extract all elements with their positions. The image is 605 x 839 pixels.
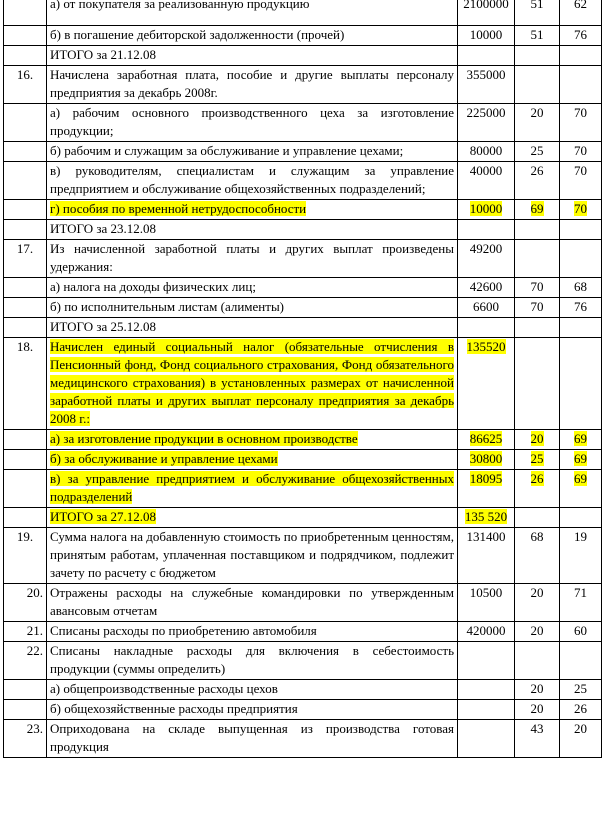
debit-account-text: 70 [530, 299, 544, 314]
amount-cell [458, 0, 515, 26]
credit-account-cell [560, 450, 602, 470]
amount-cell [458, 470, 515, 508]
credit-account-text: 26 [574, 701, 587, 716]
amount-text: 135520 [466, 339, 506, 354]
credit-account-cell [560, 142, 602, 162]
credit-account-cell [560, 46, 602, 66]
debit-account-cell [515, 162, 560, 200]
amount-text: 18095 [469, 471, 503, 486]
description-text: б) в погашение дебиторской задолженности (прочей) [50, 27, 345, 42]
entry-number-cell [4, 142, 47, 162]
debit-account-cell [515, 430, 560, 450]
amount-text: 42600 [469, 279, 503, 294]
amount-text: 10000 [469, 201, 503, 216]
description-text: Списаны расходы по приобретению автомобиля [50, 623, 317, 638]
credit-account-cell [560, 622, 602, 642]
table-row [4, 720, 602, 758]
credit-account-text: 25 [574, 681, 587, 696]
amount-cell [458, 142, 515, 162]
journal-table [3, 0, 602, 758]
total-row [4, 318, 602, 338]
description-cell [47, 298, 458, 318]
description-cell [47, 642, 458, 680]
table-row [4, 104, 602, 142]
debit-account-cell [515, 508, 560, 528]
journal-rows [4, 0, 602, 758]
description-text: ИТОГО за 23.12.08 [50, 221, 157, 236]
credit-account-text: 19 [574, 529, 587, 544]
debit-account-text: 26 [530, 163, 544, 178]
description-text: Начислен единый социальный налог (обязательные отчисления в Пенсионный фонд, Фонд социального страхования, Фонд обязательного медицинского страхования) в установленных размерах от начисленной заработной платы и других выплат персоналу предприятия за декабрь 2008 г.: [50, 339, 454, 426]
credit-account-cell [560, 720, 602, 758]
debit-account-text: 25 [530, 451, 544, 466]
entry-number-cell [4, 642, 47, 680]
description-text: ИТОГО за 21.12.08 [50, 47, 157, 62]
description-text: а) от покупателя за реализованную продукцию [50, 0, 310, 11]
credit-account-cell [560, 700, 602, 720]
entry-number-cell [4, 46, 47, 66]
debit-account-cell [515, 318, 560, 338]
entry-number-cell [4, 26, 47, 46]
amount-cell [458, 450, 515, 470]
description-cell [47, 220, 458, 240]
description-text: Списаны накладные расходы для включения в себестоимость продукции (суммы определить) [50, 643, 454, 676]
description-text: б) по исполнительным листам (алименты) [50, 299, 285, 314]
debit-account-text: 20 [530, 105, 544, 120]
amount-cell [458, 200, 515, 220]
description-cell [47, 470, 458, 508]
description-cell [47, 318, 458, 338]
entry-number-cell [4, 508, 47, 528]
description-cell [47, 66, 458, 104]
amount-cell [458, 642, 515, 680]
table-row [4, 240, 602, 278]
debit-account-text: 20 [530, 681, 544, 696]
entry-number-cell [4, 720, 47, 758]
debit-account-text: 68 [530, 529, 544, 544]
description-cell [47, 622, 458, 642]
amount-cell [458, 622, 515, 642]
debit-account-cell [515, 46, 560, 66]
credit-account-text: 76 [574, 299, 587, 314]
entry-number-cell [4, 584, 47, 622]
debit-account-cell [515, 680, 560, 700]
credit-account-text: 69 [574, 431, 587, 446]
description-cell [47, 26, 458, 46]
debit-account-text: 51 [530, 27, 544, 42]
credit-account-text: 69 [574, 471, 587, 486]
description-cell [47, 142, 458, 162]
debit-account-cell [515, 142, 560, 162]
credit-account-cell [560, 430, 602, 450]
amount-cell [458, 720, 515, 758]
entry-number-cell [4, 450, 47, 470]
amount-text: 30800 [469, 451, 503, 466]
entry-number-cell [4, 700, 47, 720]
amount-text: 131400 [466, 529, 506, 544]
table-row [4, 162, 602, 200]
amount-cell [458, 318, 515, 338]
description-text: б) рабочим и служащим за обслуживание и управление цехами; [50, 143, 404, 158]
description-cell [47, 46, 458, 66]
description-text: б) общехозяйственные расходы предприятия [50, 701, 298, 716]
entry-number-cell [4, 0, 47, 26]
amount-text: 10500 [469, 585, 503, 600]
description-text: Сумма налога на добавленную стоимость по приобретенным ценностям, принятым работам, уплаченная поставщиком и подрядчиком, подлежит зачету по расчету с бюджетом [50, 529, 455, 580]
description-text: ИТОГО за 25.12.08 [50, 319, 157, 334]
total-row [4, 46, 602, 66]
debit-account-cell [515, 642, 560, 680]
entry-number-cell [4, 622, 47, 642]
debit-account-cell [515, 584, 560, 622]
debit-account-cell [515, 104, 560, 142]
description-text: а) рабочим основного производственного цеха за изготовление продукции; [50, 105, 454, 138]
debit-account-cell [515, 528, 560, 584]
description-cell [47, 680, 458, 700]
credit-account-cell [560, 200, 602, 220]
description-cell [47, 430, 458, 450]
description-cell [47, 720, 458, 758]
amount-text: 420000 [466, 623, 506, 638]
amount-cell [458, 298, 515, 318]
amount-cell [458, 278, 515, 298]
entry-number-text: 18. [16, 339, 34, 354]
description-cell [47, 584, 458, 622]
total-row [4, 508, 602, 528]
table-row [4, 528, 602, 584]
table-row [4, 622, 602, 642]
debit-account-text: 26 [530, 471, 544, 486]
table-row [4, 66, 602, 104]
description-cell [47, 338, 458, 430]
debit-account-cell [515, 200, 560, 220]
amount-text: 40000 [469, 163, 503, 178]
credit-account-cell [560, 642, 602, 680]
description-text: а) за изготовление продукции в основном производстве [50, 431, 358, 446]
amount-text: 10000 [469, 27, 503, 42]
credit-account-cell [560, 680, 602, 700]
amount-text: 2100000 [463, 0, 509, 11]
entry-number-text: 17. [16, 241, 34, 256]
credit-account-text: 70 [574, 105, 587, 120]
description-text: Из начисленной заработной платы и других выплат произведены удержания: [50, 241, 454, 274]
debit-account-cell [515, 240, 560, 278]
entry-number-cell [4, 240, 47, 278]
entry-number-cell [4, 528, 47, 584]
table-row [4, 700, 602, 720]
amount-cell [458, 700, 515, 720]
description-cell [47, 508, 458, 528]
amount-text: 6600 [473, 299, 499, 314]
credit-account-cell [560, 318, 602, 338]
amount-cell [458, 240, 515, 278]
debit-account-cell [515, 66, 560, 104]
amount-text: 49200 [469, 241, 503, 256]
entry-number-text: 21. [26, 623, 43, 638]
description-text: а) налога на доходы физических лиц; [50, 279, 256, 294]
table-row [4, 142, 602, 162]
amount-cell [458, 584, 515, 622]
debit-account-text: 70 [530, 279, 544, 294]
amount-cell [458, 430, 515, 450]
debit-account-text: 20 [530, 701, 544, 716]
debit-account-text: 43 [530, 721, 544, 736]
amount-text: 135 520 [464, 509, 508, 524]
amount-cell [458, 46, 515, 66]
credit-account-text: 69 [574, 451, 587, 466]
amount-text: 225000 [466, 105, 506, 120]
debit-account-cell [515, 278, 560, 298]
credit-account-cell [560, 528, 602, 584]
amount-text: 355000 [466, 67, 506, 82]
credit-account-cell [560, 338, 602, 430]
description-text: Отражены расходы на служебные командировки по утвержденным авансовым отчетам [50, 585, 454, 618]
table-row [4, 642, 602, 680]
credit-account-cell [560, 470, 602, 508]
debit-account-cell [515, 220, 560, 240]
entry-number-text: 22. [26, 643, 43, 658]
debit-account-cell [515, 470, 560, 508]
table-row [4, 0, 602, 26]
debit-account-cell [515, 622, 560, 642]
description-cell [47, 278, 458, 298]
description-text: ИТОГО за 27.12.08 [50, 509, 157, 524]
credit-account-cell [560, 298, 602, 318]
entry-number-cell [4, 162, 47, 200]
credit-account-text: 62 [574, 0, 587, 11]
description-text: в) за управление предприятием и обслуживание общехозяйственных подразделений [50, 471, 454, 504]
table-row [4, 200, 602, 220]
description-cell [47, 700, 458, 720]
description-cell [47, 200, 458, 220]
entry-number-text: 19. [16, 529, 34, 544]
debit-account-text: 20 [530, 623, 544, 638]
table-row [4, 338, 602, 430]
entry-number-cell [4, 220, 47, 240]
debit-account-cell [515, 700, 560, 720]
credit-account-cell [560, 278, 602, 298]
description-text: а) общепроизводственные расходы цехов [50, 681, 278, 696]
entry-number-cell [4, 66, 47, 104]
credit-account-text: 20 [574, 721, 587, 736]
amount-cell [458, 66, 515, 104]
debit-account-text: 69 [530, 201, 544, 216]
table-row [4, 26, 602, 46]
credit-account-text: 60 [574, 623, 587, 638]
table-row [4, 470, 602, 508]
description-cell [47, 0, 458, 26]
amount-cell [458, 338, 515, 430]
amount-cell [458, 26, 515, 46]
table-row [4, 298, 602, 318]
amount-cell [458, 528, 515, 584]
table-row [4, 584, 602, 622]
credit-account-cell [560, 220, 602, 240]
entry-number-cell [4, 430, 47, 450]
credit-account-cell [560, 66, 602, 104]
entry-number-cell [4, 200, 47, 220]
amount-cell [458, 680, 515, 700]
amount-text: 80000 [469, 143, 503, 158]
debit-account-cell [515, 720, 560, 758]
credit-account-cell [560, 0, 602, 26]
credit-account-cell [560, 162, 602, 200]
description-cell [47, 450, 458, 470]
debit-account-text: 20 [530, 431, 544, 446]
credit-account-cell [560, 508, 602, 528]
table-row [4, 450, 602, 470]
entry-number-cell [4, 338, 47, 430]
entry-number-text: 16. [16, 67, 34, 82]
entry-number-text: 20. [26, 585, 43, 600]
description-cell [47, 240, 458, 278]
credit-account-text: 70 [574, 143, 587, 158]
description-text: в) руководителям, специалистам и служащим за управление предприятием и обслуживание общехозяйственных подразделений; [50, 163, 454, 196]
entry-number-cell [4, 104, 47, 142]
debit-account-text: 51 [530, 0, 544, 11]
amount-cell [458, 508, 515, 528]
entry-number-cell [4, 278, 47, 298]
table-row [4, 680, 602, 700]
entry-number-text: 23. [26, 721, 43, 736]
credit-account-text: 70 [574, 201, 587, 216]
table-row [4, 430, 602, 450]
credit-account-text: 71 [574, 585, 587, 600]
amount-cell [458, 104, 515, 142]
credit-account-text: 68 [574, 279, 587, 294]
amount-cell [458, 220, 515, 240]
description-text: Оприходована на складе выпущенная из производства готовая продукция [50, 721, 454, 754]
amount-cell [458, 162, 515, 200]
debit-account-cell [515, 298, 560, 318]
credit-account-text: 76 [574, 27, 587, 42]
table-row [4, 278, 602, 298]
entry-number-cell [4, 680, 47, 700]
total-row [4, 220, 602, 240]
entry-number-cell [4, 470, 47, 508]
description-text: б) за обслуживание и управление цехами [50, 451, 278, 466]
entry-number-cell [4, 318, 47, 338]
description-cell [47, 162, 458, 200]
description-text: Начислена заработная плата, пособие и другие выплаты персоналу предприятия за декабрь 2008г. [50, 67, 454, 100]
credit-account-text: 70 [574, 163, 587, 178]
description-text: г) пособия по временной нетрудоспособности [50, 201, 307, 216]
credit-account-cell [560, 240, 602, 278]
description-cell [47, 104, 458, 142]
credit-account-cell [560, 584, 602, 622]
credit-account-cell [560, 104, 602, 142]
amount-text: 86625 [469, 431, 503, 446]
debit-account-cell [515, 26, 560, 46]
debit-account-cell [515, 0, 560, 26]
debit-account-cell [515, 338, 560, 430]
debit-account-text: 25 [530, 143, 544, 158]
debit-account-text: 20 [530, 585, 544, 600]
description-cell [47, 528, 458, 584]
debit-account-cell [515, 450, 560, 470]
entry-number-cell [4, 298, 47, 318]
credit-account-cell [560, 26, 602, 46]
